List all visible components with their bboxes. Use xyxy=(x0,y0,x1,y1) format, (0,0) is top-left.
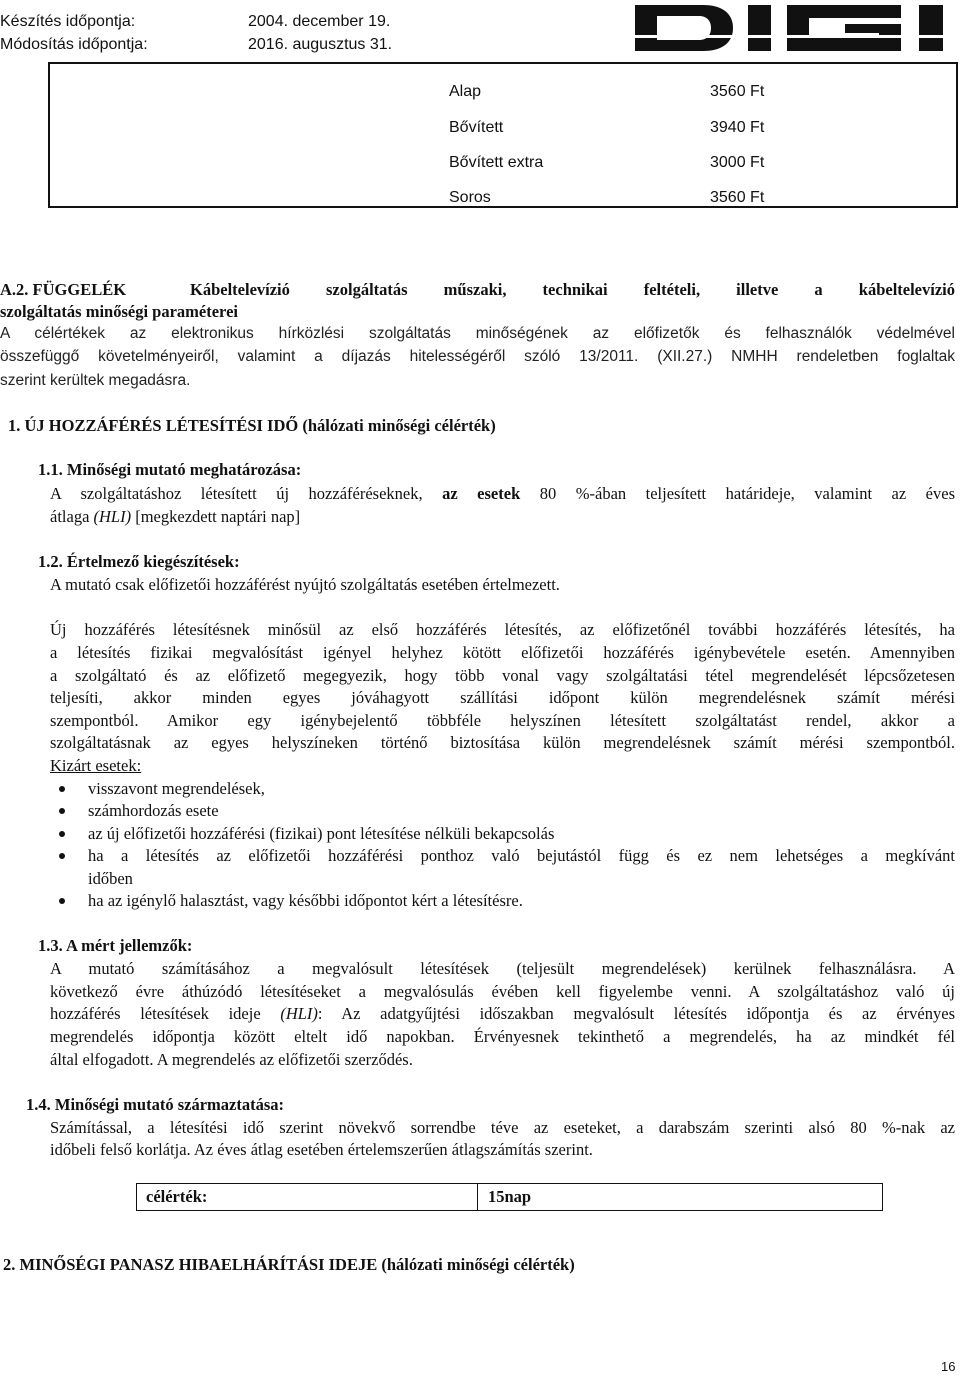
subsection-1-1-heading: 1.1. Minőségi mutató meghatározása: xyxy=(38,460,302,479)
appendix-title-line: szolgáltatás minőségi paraméterei xyxy=(0,302,238,321)
excluded-item: ha a létesítés az előfizetői hozzáférési ponthoz való bejutástól függ és ez nem lehetséges a megkívánt xyxy=(88,846,955,865)
intro-line: A célértékek az elektronikus hírközlési szolgáltatás minőségének az előfizetők és felhasználók védelmével xyxy=(0,325,955,342)
excluded-item: ha az igénylő halasztást, vagy későbbi időpontot kért a létesítésre. xyxy=(88,891,523,910)
table-divider xyxy=(477,1184,478,1210)
package-name: Bővített xyxy=(449,119,504,136)
package-price: 3560 Ft xyxy=(710,83,765,100)
paragraph-line: szolgáltatásnak az egyes helyszíneken történő biztosítása külön megrendelésnek számít mérési szempontból. xyxy=(50,733,955,752)
created-label: Készítés időpontja: xyxy=(0,13,136,30)
package-price: 3940 Ft xyxy=(710,119,765,136)
appendix-title-line: Kábeltelevízió szolgáltatás műszaki, technikai feltételi, illetve a kábeltelevízió xyxy=(190,280,955,299)
target-label: célérték: xyxy=(146,1187,208,1206)
measured-line: megrendelés időpontja között eltelt idő napokban. Érvényesnek tekinthető a megrendelés, ha az mindkét fél xyxy=(50,1027,955,1046)
measured-line: A mutató számításához a megvalósult létesítések (teljesült megrendelések) kerülnek felhasználásra. A xyxy=(50,959,955,978)
paragraph-line: a létesítés fizikai megvalósítást igényel helyhez kötött előfizetői hozzáférés igénybevétele esetén. Amennyiben xyxy=(50,643,955,662)
package-price: 3560 Ft xyxy=(710,189,765,206)
excluded-item: visszavont megrendelések, xyxy=(88,779,265,798)
subsection-1-3-heading: 1.3. A mért jellemzők: xyxy=(38,936,193,955)
paragraph-line: Új hozzáférés létesítésnek minősül az első hozzáférés létesítés, az előfizetőnél további hozzáférés létesítés, ha xyxy=(50,620,955,639)
definition-text: [megkezdett naptári nap] xyxy=(131,507,301,526)
excluded-item: az új előfizetői hozzáférési (fizikai) pont létesítése nélküli bekapcsolás xyxy=(88,824,555,843)
intro-line: szerint kerültek megadásra. xyxy=(0,372,191,389)
hli-abbreviation: (HLI) xyxy=(280,1004,318,1023)
logo-stripe xyxy=(635,35,945,38)
measured-line: következő évre áthúzódó létesítéseket a megvalósulás évében kell figyelembe venni. A szolgáltatáshoz való új xyxy=(50,982,955,1001)
cases-emphasis: az esetek xyxy=(442,484,521,503)
definition-text: A szolgáltatáshoz létesített új hozzáféréseknek, xyxy=(50,484,443,503)
logo-letter-d xyxy=(635,5,733,51)
paragraph-line: a szolgáltató és az előfizető megegyezik, hogy több vonal vagy szolgáltatási tétel megrendelését lépcsőzetesen xyxy=(50,666,955,685)
bullet-icon xyxy=(59,808,65,814)
bullet-icon xyxy=(59,898,65,904)
definition-line xyxy=(50,483,955,505)
target-value: 15nap xyxy=(488,1187,532,1206)
bullet-icon xyxy=(59,853,65,859)
definition-line xyxy=(50,506,300,528)
paragraph-line: teljesíti, akkor minden egyes jóváhagyott szállítási időpont külön megrendelésnek számít mérési xyxy=(50,688,955,707)
target-value-table xyxy=(136,1183,883,1211)
paragraph-line: szempontból. Amikor egy igénybejelentő többféle helyszínen létesített szolgáltatást rendel, akkor a xyxy=(50,711,955,730)
logo-letter-i xyxy=(919,5,943,51)
package-name: Soros xyxy=(449,189,491,206)
package-name: Bővített extra xyxy=(449,154,544,171)
section-1-heading: 1. ÚJ HOZZÁFÉRÉS LÉTESÍTÉSI IDŐ (hálózati minőségi célérték) xyxy=(8,416,496,435)
measured-line: által elfogadott. A megrendelés az előfizetői szerződés. xyxy=(50,1050,413,1069)
definition-text: 80 %-ában teljesített határideje, valamint az éves xyxy=(520,484,955,503)
package-name: Alap xyxy=(449,83,482,100)
created-date: 2004. december 19. xyxy=(248,13,391,30)
bullet-icon xyxy=(59,786,65,792)
section-2-heading: 2. MINŐSÉGI PANASZ HIBAELHÁRÍTÁSI IDEJE (hálózati minőségi célérték) xyxy=(3,1255,575,1274)
package-price: 3000 Ft xyxy=(710,154,765,171)
definition-text: átlaga xyxy=(50,507,94,526)
hli-abbreviation: (HLI) xyxy=(93,507,132,526)
subsection-1-2-heading: 1.2. Értelmező kiegészítések: xyxy=(38,552,240,571)
excluded-item: számhordozás esete xyxy=(88,801,219,820)
bullet-icon xyxy=(59,831,65,837)
modified-label: Módosítás időpontja: xyxy=(0,36,148,53)
measured-text: hozzáférés létesítések ideje xyxy=(50,1004,281,1023)
digi-logo xyxy=(635,5,945,51)
logo-letter-g xyxy=(787,5,901,51)
interpretation-text: A mutató csak előfizetői hozzáférést nyújtó szolgáltatás esetében értelmezett. xyxy=(50,575,560,594)
derivation-line: időbeli felső korlátja. Az éves átlag esetében értelemszerűen átlagszámítás szerint. xyxy=(50,1140,593,1159)
intro-line: összefüggő követelményeiről, valamint a díjazás hitelességéről szóló 13/2011. (XII.27.) NMHH rendeletben foglaltak xyxy=(0,348,955,365)
excluded-item-continuation: időben xyxy=(88,869,133,888)
appendix-label: A.2. FÜGGELÉK xyxy=(0,280,127,299)
logo-letter-i xyxy=(748,5,771,51)
excluded-cases-label: Kizárt esetek: xyxy=(50,756,142,775)
modified-date: 2016. augusztus 31. xyxy=(248,36,393,53)
page-number: 16 xyxy=(941,1359,956,1374)
measured-line xyxy=(50,1003,955,1025)
derivation-line: Számítással, a létesítési idő szerint növekvő sorrendbe téve az eseteket, a darabszám szerinti alsó 80 %-nak az xyxy=(50,1118,955,1137)
measured-text: : Az adatgyűjtési időszakban megvalósult létesítés időpontja és az érvényes xyxy=(317,1004,955,1023)
subsection-1-4-heading: 1.4. Minőségi mutató származtatása: xyxy=(26,1095,284,1114)
price-table xyxy=(48,62,958,208)
